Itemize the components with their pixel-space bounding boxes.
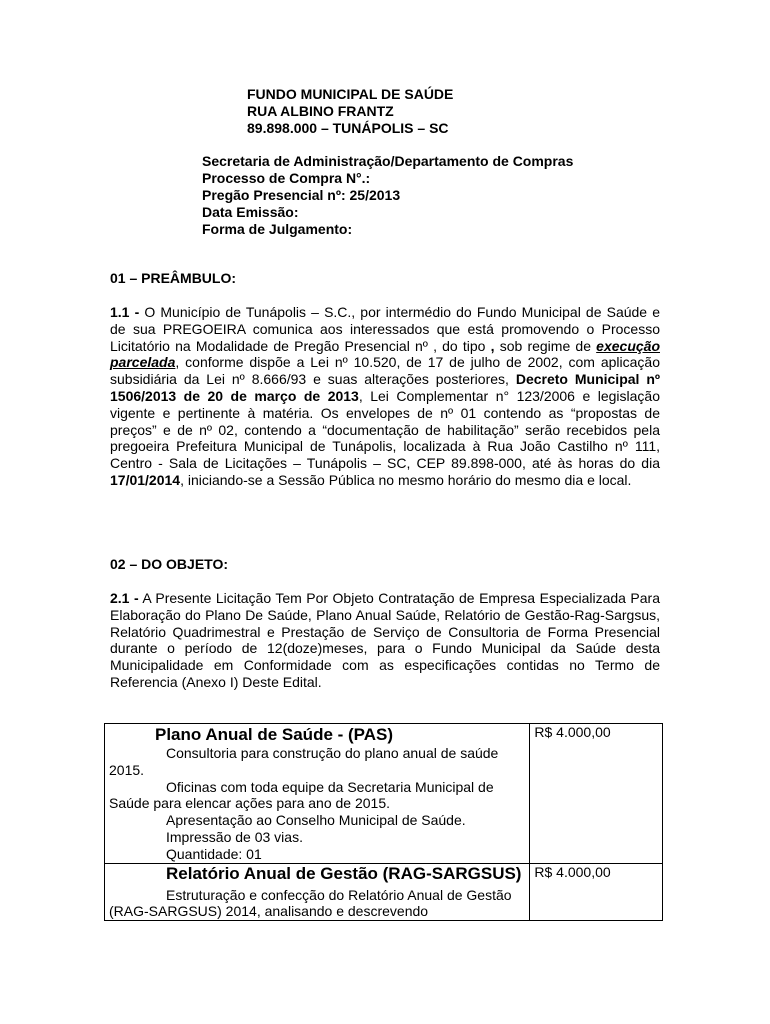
table-row [105, 724, 663, 864]
department-line: Secretaria de Administração/Departamento de Compras [202, 153, 574, 169]
fund-name: FUNDO MUNICIPAL DE SAÚDE [247, 86, 454, 102]
section-preamble-title: 01 – PREÂMBULO: [110, 270, 237, 286]
section-preamble-text: 1.1 - O Município de Tunápolis – S.C., por intermédio do Fundo Municipal de Saúde e de sua PREGOEIRA comunica aos interessados que está promovendo o Processo Licitatório na Modalidade de Pregão Presencial nº , do tipo , sob regime de execução parcelada, conforme dispõe a Lei nº 10.520, de 17 de julho de 2002, com aplicação subsidiária da Lei nº 8.666/93 e suas alterações posteriores, Decreto Municipal nº 1506/2013 de 20 de março de 2013, Lei Complementar n° 123/2006 e legislação vigente e pertinente à matéria. Os envelopes de nº 01 contendo as “propostas de preços” e de nº 02, contendo a “documentação de habilitação” serão recebidos pela pregoeira Prefeitura Municipal de Tunápolis, localizada à Rua João Castilho nº 111, Centro - Sala de Licitações – Tunápolis – SC, CEP 89.898-000, até às horas do dia 17/01/2014, iniciando-se a Sessão Pública no mesmo horário do mesmo dia e local. [110, 304, 661, 488]
issue-date-line: Data Emissão: [202, 204, 299, 220]
execution-regime: execução parcelada [110, 337, 660, 371]
item-title: Relatório Anual de Gestão (RAG-SARGSUS) [166, 863, 522, 883]
item-description-cell [105, 863, 530, 921]
item-price: R$ 4.000,00 [530, 863, 663, 921]
item-detail: Estruturação e confecção do Relatório Anual de Gestão (RAG-SARGSUS) 2014, analisando e descrevendo [109, 886, 512, 920]
item-description-cell [105, 724, 530, 864]
section-object-title: 02 – DO OBJETO: [110, 556, 229, 572]
fund-street: RUA ALBINO FRANTZ [247, 103, 394, 119]
item-detail: Apresentação ao Conselho Municipal de Saúde. [166, 812, 466, 829]
item-detail: Consultoria para construção do plano anual de saúde 2015. [109, 745, 499, 778]
clause-number: 2.1 - [110, 590, 139, 606]
item-title: Plano Anual de Saúde - (PAS) [155, 725, 394, 744]
decree-reference: Decreto Municipal nº 1506/2013 de 20 de março de 2013 [110, 371, 660, 404]
items-table [104, 723, 663, 921]
process-number-line: Processo de Compra N°.: [202, 170, 371, 186]
session-date: 17/01/2014 [110, 471, 181, 488]
item-detail: Oficinas com toda equipe da Secretaria Municipal de Saúde para elencar ações para ano de 2015. [109, 778, 494, 812]
item-detail: Impressão de 03 vias. [166, 828, 303, 845]
item-price: R$ 4.000,00 [530, 724, 663, 864]
process-info [202, 153, 573, 238]
item-quantity: Quantidade: 01 [166, 845, 262, 862]
judgment-form-line: Forma de Julgamento: [202, 221, 353, 237]
clause-number: 1.1 - [110, 304, 140, 320]
table-row [105, 863, 663, 921]
section-object-text: 2.1 - A Presente Licitação Tem Por Objeto Contratação de Empresa Especializada Para Elaboração do Plano De Saúde, Plano Anual Saúde, Relatório de Gestão-Rag-Sargsus, Relatório Quadrimestral e Prestação de Serviço de Consultoria de Forma Presencial durante o período de 12(doze)meses, para o Fundo Municipal da Saúde desta Municipalidade em Conformidade com as especificações contidas no Termo de Referencia (Anexo I) Deste Edital. [110, 590, 661, 690]
auction-number-line: Pregão Presencial nº: 25/2013 [202, 187, 401, 203]
fund-header [247, 86, 453, 137]
fund-city: 89.898.000 – TUNÁPOLIS – SC [247, 120, 449, 136]
